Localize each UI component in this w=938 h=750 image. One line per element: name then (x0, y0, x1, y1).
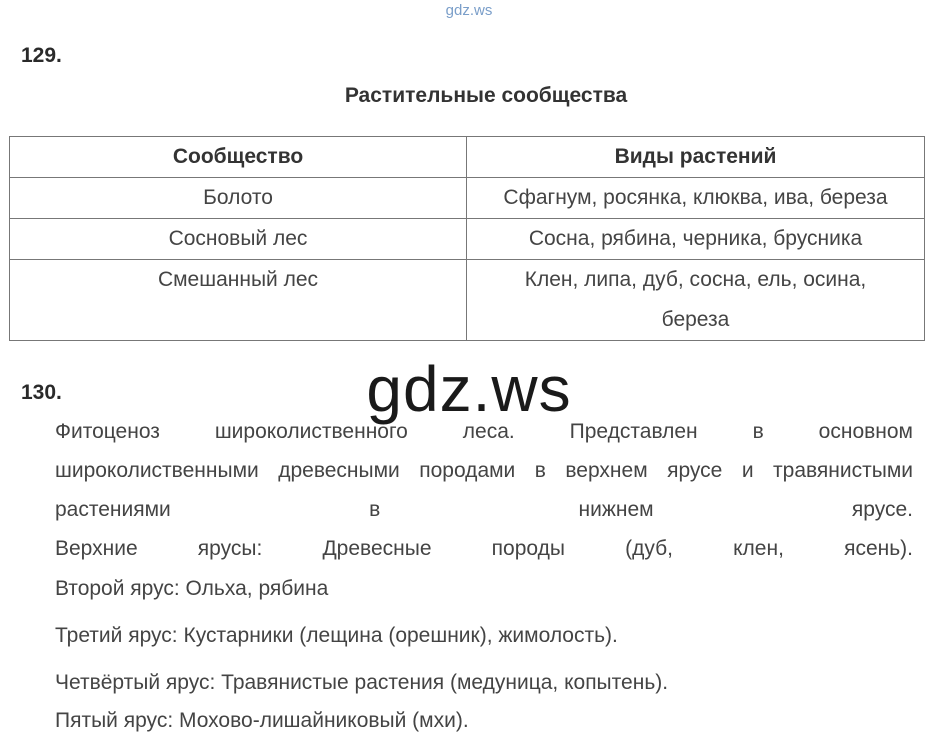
header-community: Сообщество (10, 137, 467, 178)
cell-species: Сосна, рябина, черника, брусника (467, 219, 925, 260)
watermark-center: gdz.ws (366, 353, 572, 425)
table-header-row (10, 137, 925, 178)
watermark-top: gdz.ws (445, 2, 493, 19)
answer-line: растениями в нижнем ярусе. (55, 498, 913, 521)
table-row (10, 178, 925, 219)
task-number-130: 130. (21, 381, 62, 404)
answer-line: Третий ярус: Кустарники (лещина (орешник), жимолость). (55, 624, 618, 647)
cell-community: Болото (10, 178, 467, 219)
answer-line: Верхние ярусы: Древесные породы (дуб, клен, ясень). (55, 537, 913, 560)
task-number-129: 129. (21, 44, 62, 67)
answer-line: широколиственными древесными породами в верхнем ярусе и травянистыми (55, 459, 913, 482)
table-row (10, 219, 925, 260)
cell-species: Клен, липа, дуб, сосна, ель, осина, береза (467, 260, 925, 341)
cell-community: Смешанный лес (10, 260, 467, 341)
table-row (10, 260, 925, 341)
answer-line: Фитоценоз широколиственного леса. Представлен в основном (55, 420, 913, 443)
header-plant-species: Виды растений (467, 137, 925, 178)
plant-communities-table (9, 136, 925, 341)
answer-line: Второй ярус: Ольха, рябина (55, 577, 329, 600)
answer-line: Четвёртый ярус: Травянистые растения (медуница, копытень). (55, 671, 669, 694)
cell-species: Сфагнум, росянка, клюква, ива, береза (467, 178, 925, 219)
table-title: Растительные сообщества (344, 84, 628, 107)
cell-community: Сосновый лес (10, 219, 467, 260)
answer-line: Пятый ярус: Мохово-лишайниковый (мхи). (55, 709, 469, 732)
